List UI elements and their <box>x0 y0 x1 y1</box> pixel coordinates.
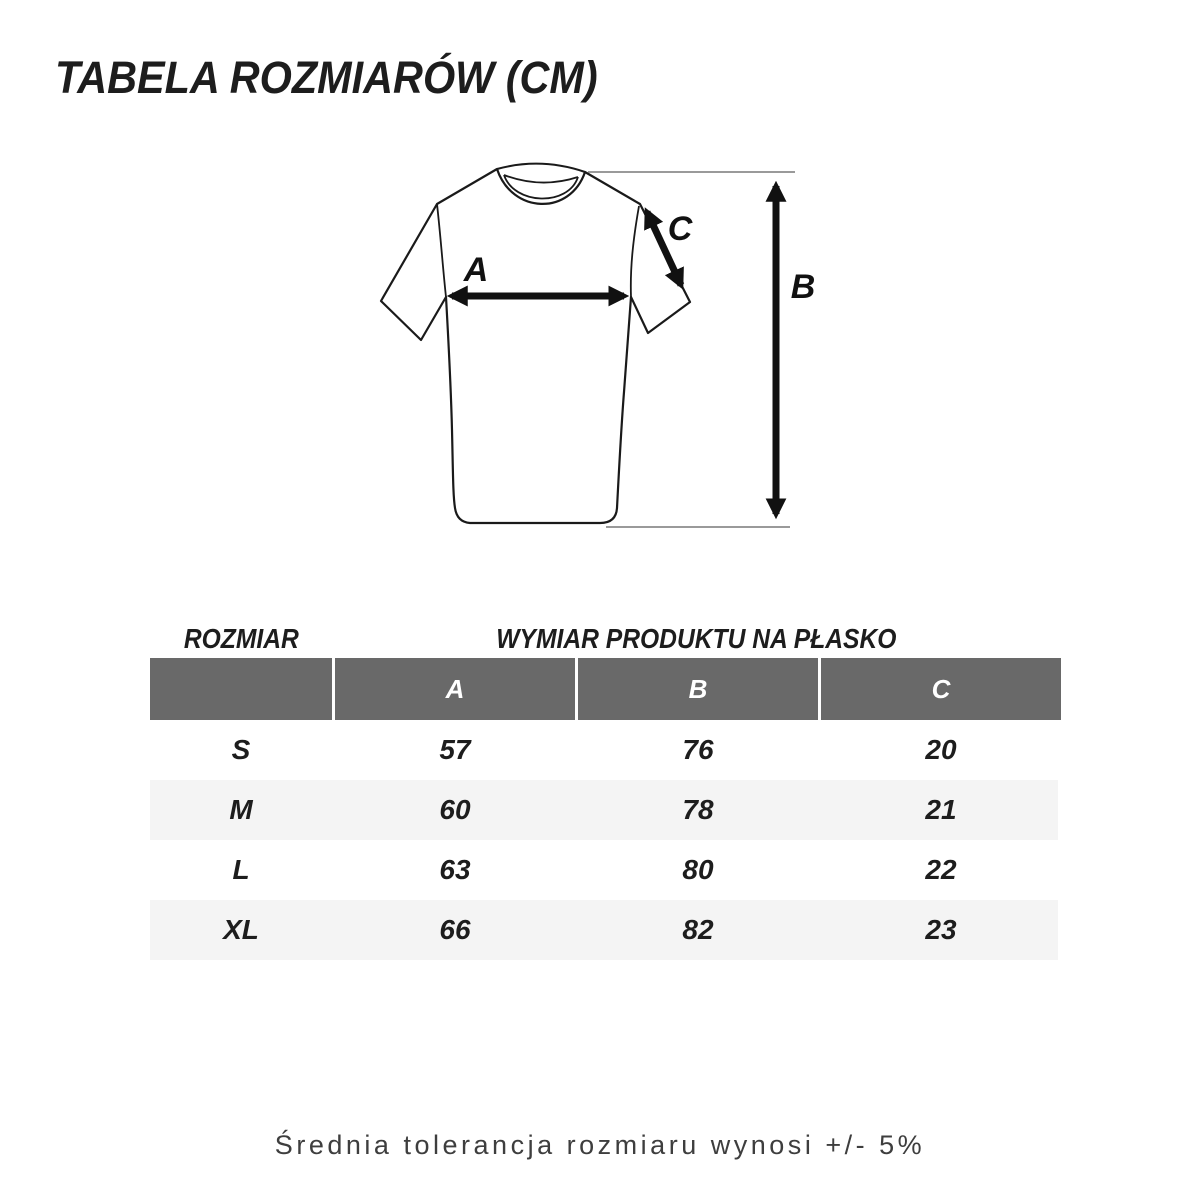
value-cell-a: 66 <box>439 914 471 945</box>
value-cell-b: 78 <box>682 794 714 825</box>
value-cell-c: 22 <box>925 854 957 885</box>
value-cell-b: 82 <box>682 914 714 945</box>
label-b: B <box>790 268 816 306</box>
table-row-xl <box>150 900 1058 960</box>
collar-back-edge <box>504 175 578 183</box>
header-cell-a: A <box>335 658 575 720</box>
value-cell-a: 57 <box>439 734 471 765</box>
size-table-body <box>150 720 1058 960</box>
table-row-m <box>150 780 1058 840</box>
size-cell: S <box>231 734 251 765</box>
size-column-heading <box>150 620 332 658</box>
value-cell-b: 76 <box>682 734 714 765</box>
value-cell-b: 80 <box>682 854 714 885</box>
size-cell: XL <box>223 914 259 945</box>
value-cell-c: 20 <box>925 734 957 765</box>
header-cell-b: B <box>578 658 818 720</box>
size-cell: M <box>229 794 253 825</box>
value-cell-c: 23 <box>925 914 957 945</box>
size-cell: L <box>232 854 250 885</box>
measurements-heading-text: WYMIAR PRODUKTU NA PŁASKO <box>495 623 897 654</box>
table-header-row <box>150 658 1058 720</box>
measurements-heading <box>334 620 1058 658</box>
table-row-l <box>150 840 1058 900</box>
tolerance-note: Średnia tolerancja rozmiaru wynosi +/- 5% <box>274 1130 926 1160</box>
page-title: TABELA ROZMIARÓW (CM) <box>55 52 598 103</box>
table-row-s <box>150 720 1058 780</box>
value-cell-a: 60 <box>439 794 471 825</box>
value-cell-a: 63 <box>439 854 471 885</box>
size-column-heading-text: ROZMIAR <box>183 623 299 654</box>
label-a: A <box>463 251 489 289</box>
label-c: C <box>667 210 693 248</box>
collar-outer-arc <box>497 164 585 172</box>
header-cell-empty <box>150 658 332 720</box>
tshirt-measurement-diagram <box>350 140 830 560</box>
header-cell-c: C <box>821 658 1061 720</box>
tshirt-outline <box>381 169 690 523</box>
value-cell-c: 21 <box>925 794 957 825</box>
